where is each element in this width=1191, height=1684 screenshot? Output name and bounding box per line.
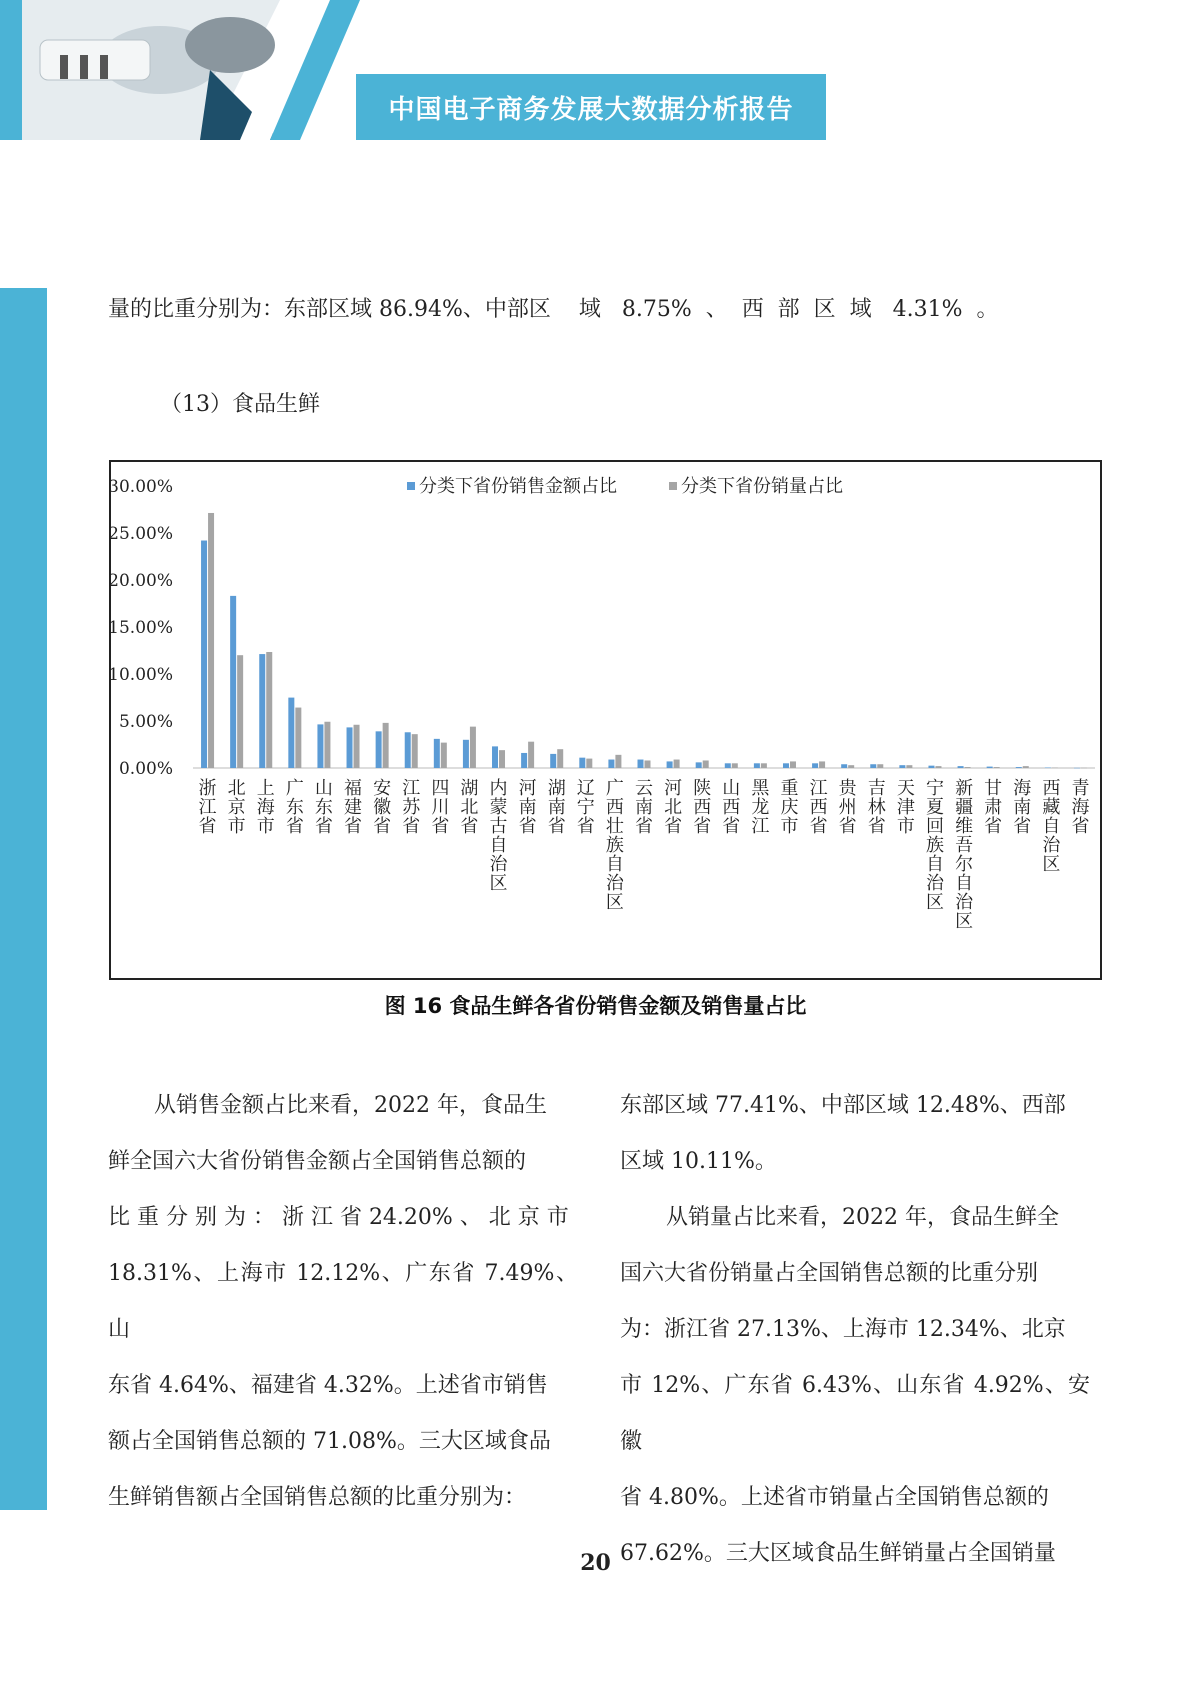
x-tick-label: 山西省 <box>722 778 741 837</box>
bar <box>1081 768 1087 769</box>
bar <box>935 766 941 768</box>
x-tick-label: 吉林省 <box>867 778 886 837</box>
bar <box>201 541 207 768</box>
bar <box>259 654 265 768</box>
bar <box>819 761 825 768</box>
x-tick-label: 海南省 <box>1013 778 1032 837</box>
right-line: 从销量占比来看，2022 年，食品生鲜全 <box>666 1205 1059 1230</box>
bar-chart <box>111 462 1100 978</box>
bar <box>615 755 621 768</box>
legend-label: 分类下省份销售金额占比 <box>419 476 617 497</box>
bar <box>1023 766 1029 768</box>
bar <box>848 765 854 768</box>
x-tick-label: 宁夏回族自治区 <box>925 778 944 913</box>
x-tick-label: 浙江省 <box>198 778 217 837</box>
bar <box>266 652 272 768</box>
bar <box>492 746 498 768</box>
bar <box>208 513 214 768</box>
x-tick-label: 北京市 <box>227 778 246 837</box>
bar <box>230 596 236 768</box>
bar <box>703 760 709 768</box>
bar <box>237 655 243 768</box>
bar <box>994 767 1000 768</box>
right-line: 国六大省份销量占全国销售总额的比重分别 <box>620 1261 1039 1286</box>
header-title: 中国电子商务发展大数据分析报告 <box>356 74 826 140</box>
bar <box>579 758 585 768</box>
x-tick-label: 贵州省 <box>838 778 857 837</box>
bar <box>732 763 738 768</box>
y-tick-label: 10.00% <box>111 665 173 685</box>
legend-swatch <box>669 482 677 490</box>
bar <box>965 767 971 768</box>
left-line: 鲜全国六大省份销售金额占全国销售总额的 <box>108 1149 527 1174</box>
bar <box>725 763 731 768</box>
bar <box>347 727 353 768</box>
x-tick-label: 安徽省 <box>373 778 392 837</box>
left-line: 从销售金额占比来看，2022 年，食品生 <box>154 1093 547 1118</box>
bar <box>928 766 934 768</box>
x-tick-label: 四川省 <box>431 778 450 837</box>
bar <box>783 763 789 768</box>
y-tick-label: 30.00% <box>111 477 173 497</box>
left-line: 额占全国销售总额的 71.08%。三大区域食品 <box>108 1429 551 1454</box>
bar <box>295 708 301 768</box>
side-accent-bar <box>0 288 47 1510</box>
y-tick-label: 25.00% <box>111 524 173 544</box>
bar <box>761 763 767 768</box>
x-tick-label: 西藏自治区 <box>1042 778 1061 875</box>
x-tick-label: 山东省 <box>314 778 333 837</box>
bar <box>870 764 876 768</box>
left-line: 比 重 分 别 为 ： 浙 江 省 24.20% 、 北 京 市 <box>108 1205 569 1230</box>
x-tick-label: 云南省 <box>635 778 653 837</box>
x-tick-label: 重庆市 <box>780 778 799 837</box>
right-line: 省 4.80%。上述省市销量占全国销售总额的 <box>620 1485 1049 1510</box>
bar <box>550 754 556 768</box>
bar <box>434 739 440 768</box>
bar <box>354 725 360 768</box>
bar <box>441 743 447 768</box>
x-tick-label: 江苏省 <box>402 778 421 837</box>
bar <box>674 760 680 768</box>
bar <box>528 742 534 768</box>
section-title: （13）食品生鲜 <box>160 392 320 417</box>
x-tick-label: 黑龙江 <box>751 778 770 837</box>
x-tick-label: 陕西省 <box>693 778 712 837</box>
bar <box>754 763 760 768</box>
x-tick-label: 湖南省 <box>547 778 566 837</box>
bar <box>645 760 651 768</box>
x-tick-label: 新疆维吾尔自治区 <box>955 778 974 932</box>
x-tick-label: 天津市 <box>896 778 915 837</box>
bar <box>383 723 389 768</box>
bar <box>899 765 905 768</box>
bar <box>877 764 883 768</box>
y-tick-label: 20.00% <box>111 571 173 591</box>
bar <box>841 764 847 768</box>
x-tick-label: 河南省 <box>518 778 537 837</box>
bar <box>1052 768 1058 769</box>
left-column <box>108 1078 578 1526</box>
x-tick-label: 上海市 <box>256 778 275 837</box>
bar <box>557 749 563 768</box>
right-column <box>620 1078 1090 1582</box>
bar <box>376 731 382 768</box>
left-line: 18.31%、上海市 12.12%、广东省 7.49%、山 <box>108 1261 578 1342</box>
bar <box>586 759 592 768</box>
bar <box>608 760 614 768</box>
right-line: 为：浙江省 27.13%、上海市 12.34%、北京 <box>620 1317 1066 1342</box>
bar <box>987 767 993 768</box>
x-tick-label: 内蒙古自治区 <box>489 778 508 894</box>
x-tick-label: 江西省 <box>809 778 828 837</box>
x-tick-label: 广东省 <box>285 778 304 837</box>
page-number: 20 <box>580 1550 611 1576</box>
bar <box>1016 767 1022 768</box>
x-tick-label: 湖北省 <box>460 778 479 837</box>
x-tick-label: 青海省 <box>1071 778 1090 837</box>
bar <box>638 760 644 768</box>
bar <box>521 753 527 768</box>
bar <box>958 766 964 768</box>
bar <box>1074 768 1080 769</box>
y-tick-label: 0.00% <box>118 759 173 779</box>
x-tick-label: 辽宁省 <box>576 778 595 837</box>
bar <box>470 727 476 768</box>
figure-caption: 图 16 食品生鲜各省份销售金额及销售量占比 <box>384 994 807 1018</box>
bar <box>1045 768 1051 769</box>
bar <box>790 761 796 768</box>
bar <box>288 698 294 768</box>
y-tick-label: 15.00% <box>111 618 173 638</box>
bar <box>906 765 912 768</box>
bar <box>317 724 323 768</box>
intro-paragraph: 量的比重分别为：东部区域 86.94%、中部区 域 8.75% 、 西 部 区 域 4.31% 。 <box>108 297 999 322</box>
y-tick-label: 5.00% <box>118 712 173 732</box>
chart-frame <box>109 460 1102 980</box>
bar <box>405 732 411 768</box>
right-line: 东部区域 77.41%、中部区域 12.48%、西部 <box>620 1093 1066 1118</box>
x-tick-label: 河北省 <box>664 778 683 837</box>
bar <box>463 740 469 768</box>
legend-swatch <box>407 482 415 490</box>
bar <box>499 750 505 768</box>
right-line: 67.62%。三大区域食品生鲜销量占全国销量 <box>620 1541 1056 1566</box>
bar <box>696 762 702 768</box>
left-line: 东省 4.64%、福建省 4.32%。上述省市销售 <box>108 1373 548 1398</box>
bar <box>412 734 418 768</box>
x-tick-label: 福建省 <box>344 778 363 837</box>
x-tick-label: 广西壮族自治区 <box>605 778 624 913</box>
bar <box>667 761 673 768</box>
bar <box>324 722 330 768</box>
x-tick-label: 甘肃省 <box>984 778 1003 837</box>
bar <box>812 763 818 768</box>
legend-label: 分类下省份销量占比 <box>681 476 843 497</box>
right-line: 市 12%、广东省 6.43%、山东省 4.92%、安徽 <box>620 1373 1090 1454</box>
left-line: 生鲜销售额占全国销售总额的比重分别为： <box>108 1485 527 1510</box>
right-line: 区域 10.11%。 <box>620 1149 777 1174</box>
